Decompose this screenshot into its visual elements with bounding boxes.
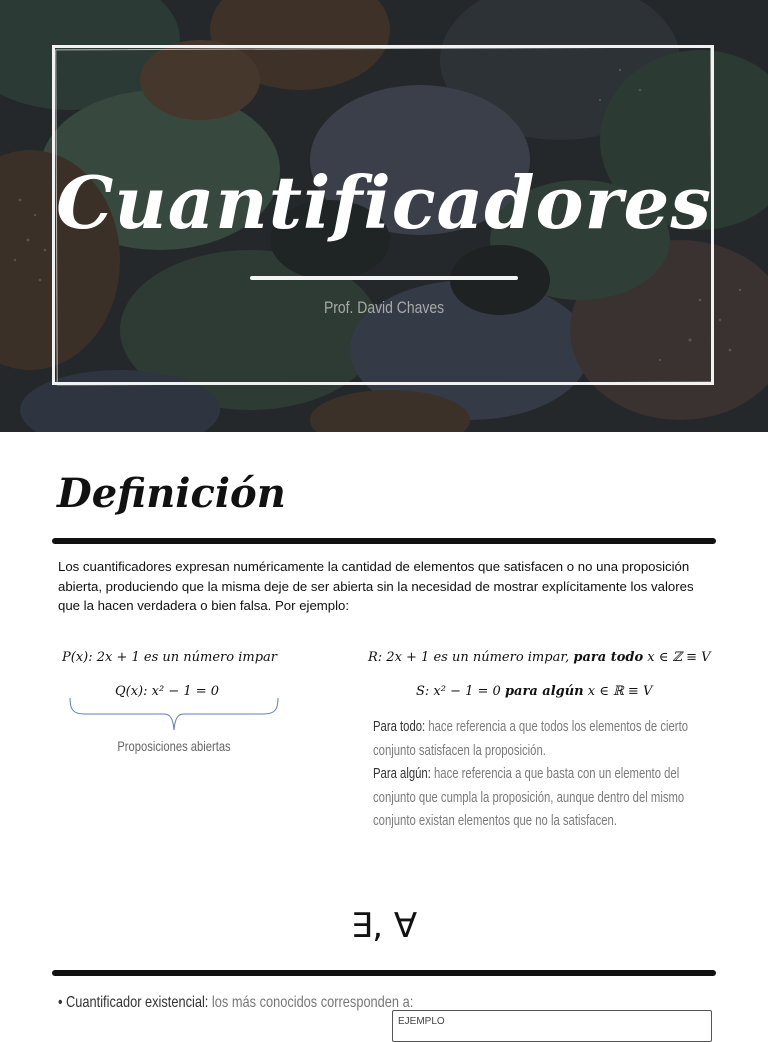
para-algun-text: hace referencia a que basta con un elemento del conjunto que cumpla la proposición, aunque dentro del mismo conjunto existan elementos que no la satisfacen. (373, 766, 685, 829)
section-heading-definicion: Definición (57, 470, 286, 517)
proposition-s-prefix: S: x² − 1 = 0 (416, 684, 505, 699)
para-algun-label: Para algún: (373, 766, 431, 782)
proposition-s-quantifier: para algún (504, 684, 584, 699)
page-title: Cuantificadores (56, 160, 712, 245)
open-proposition-q: Q(x): x² − 1 = 0 (115, 684, 220, 699)
title-underline (250, 276, 518, 280)
bullet-icon: • (58, 994, 63, 1011)
title-banner (0, 0, 768, 432)
quantifier-symbols: ∃, ∀ (350, 906, 418, 946)
proposition-r (368, 650, 711, 665)
section-divider-2 (52, 970, 716, 976)
proposition-s (416, 684, 652, 699)
author-name: Prof. David Chaves (323, 298, 445, 317)
curly-brace-icon (68, 696, 280, 734)
open-proposition-p: P(x): 2x + 1 es un número impar (62, 650, 277, 665)
existential-label: Cuantificador existencial: (66, 994, 209, 1011)
definition-paragraph: Los cuantificadores expresan numéricamente la cantidad de elementos que satisfacen o no una proposición abierta, produciendo que la misma deje de ser abierta sin la necesidad de mostrar explícitamente los valores que la hacen verdadera o bien falsa. Por ejemplo: (58, 559, 694, 613)
proposition-r-quantifier: para todo (573, 650, 644, 665)
proposition-s-suffix: x ∈ ℝ ≡ V (583, 684, 653, 699)
para-todo-label: Para todo: (373, 719, 426, 735)
proposition-r-suffix: x ∈ ℤ ≡ V (643, 650, 711, 665)
section-divider (52, 538, 716, 544)
para-todo-text: hace referencia a que todos los elementos de cierto conjunto satisfacen la proposición. (373, 719, 689, 759)
open-propositions-label: Proposiciones abiertas (117, 738, 231, 754)
existential-bullet (58, 994, 413, 1012)
proposition-r-prefix: R: 2x + 1 es un número impar, (368, 650, 574, 665)
quantifier-notes (373, 716, 701, 834)
existential-text: los más conocidos corresponden a: (208, 994, 414, 1011)
example-box-label: EJEMPLO (398, 1016, 445, 1027)
